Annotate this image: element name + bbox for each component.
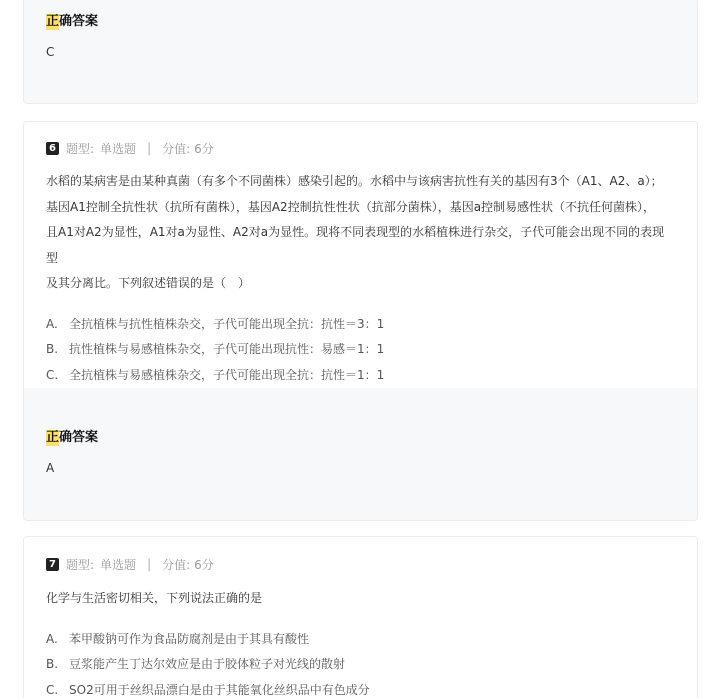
option-b[interactable] <box>46 652 675 678</box>
answer-box <box>24 388 697 521</box>
question-number-badge: 6 <box>46 142 59 155</box>
type-label: 题型: <box>66 141 95 156</box>
type-label: 题型: <box>66 557 95 572</box>
answer-label: 正确答案 <box>46 14 99 29</box>
question-meta <box>46 556 675 572</box>
question-stem <box>46 169 675 297</box>
stem-line: 化学与生活密切相关，下列说法正确的是 <box>46 591 263 605</box>
stem-line: 水稻的某病害是由某种真菌（有多个不同菌株）感染引起的。水稻中与该病害抗性有关的基因有3个（A1、A2、a）； <box>46 174 663 188</box>
stem-line: 基因A1控制全抗性状（抗所有菌株），基因A2控制抗性性状（抗部分菌株），基因a控制易感性状（不抗任何菌株）， <box>46 199 656 214</box>
meta-separator: | <box>147 141 152 155</box>
option-text: 全抗植株与抗性植株杂交，子代可能出现全抗：抗性＝3：1 <box>69 316 385 331</box>
type-value: 单选题 <box>100 141 137 156</box>
option-text: 抗性植株与易感植株杂交，子代可能出现抗性：易感＝1：1 <box>69 342 385 357</box>
option-c[interactable] <box>46 678 675 698</box>
question-body <box>24 122 697 415</box>
type-value: 单选题 <box>100 557 137 572</box>
option-a[interactable] <box>46 312 675 338</box>
option-letter: B. <box>46 342 59 357</box>
score-label: 分值: <box>162 557 191 572</box>
question-body <box>24 537 697 698</box>
question-card-6 <box>23 121 698 521</box>
option-a[interactable] <box>46 627 675 653</box>
meta-separator: | <box>147 557 152 571</box>
option-letter: C. <box>46 368 59 383</box>
stem-line: 且A1对A2为显性，A1对a为显性、A2对a为显性。现将不同表现型的水稻植株进行杂交，子代可能会出现不同的表现型 <box>46 225 665 265</box>
score-label: 分值: <box>162 141 191 156</box>
question-stem <box>46 586 675 612</box>
option-letter: C. <box>46 683 59 698</box>
option-b[interactable] <box>46 337 675 363</box>
answer-label: 正确答案 <box>46 430 99 445</box>
option-text: 全抗植株与易感植株杂交，子代可能出现全抗：抗性＝1：1 <box>69 368 385 383</box>
option-text: 豆浆能产生丁达尔效应是由于胶体粒子对光线的散射 <box>69 657 346 672</box>
option-text: SO2可用于丝织品漂白是由于其能氧化丝织品中有色成分 <box>69 683 370 698</box>
option-text: 苯甲酸钠可作为食品防腐剂是由于其具有酸性 <box>69 631 310 646</box>
option-list <box>46 627 675 698</box>
option-c[interactable] <box>46 363 675 389</box>
option-letter: A. <box>46 631 58 646</box>
score-value: 6分 <box>194 141 214 156</box>
score-value: 6分 <box>194 557 214 572</box>
question-meta <box>46 140 675 156</box>
stem-line: 及其分离比。下列叙述错误的是（ ） <box>46 276 251 290</box>
question-card-5 <box>23 0 698 104</box>
question-card-7 <box>23 536 698 698</box>
answer-box <box>24 0 697 104</box>
option-letter: A. <box>46 316 58 331</box>
answer-value: C <box>46 45 55 59</box>
question-number-badge: 7 <box>46 558 59 571</box>
answer-value: A <box>46 461 55 475</box>
option-letter: B. <box>46 657 59 672</box>
